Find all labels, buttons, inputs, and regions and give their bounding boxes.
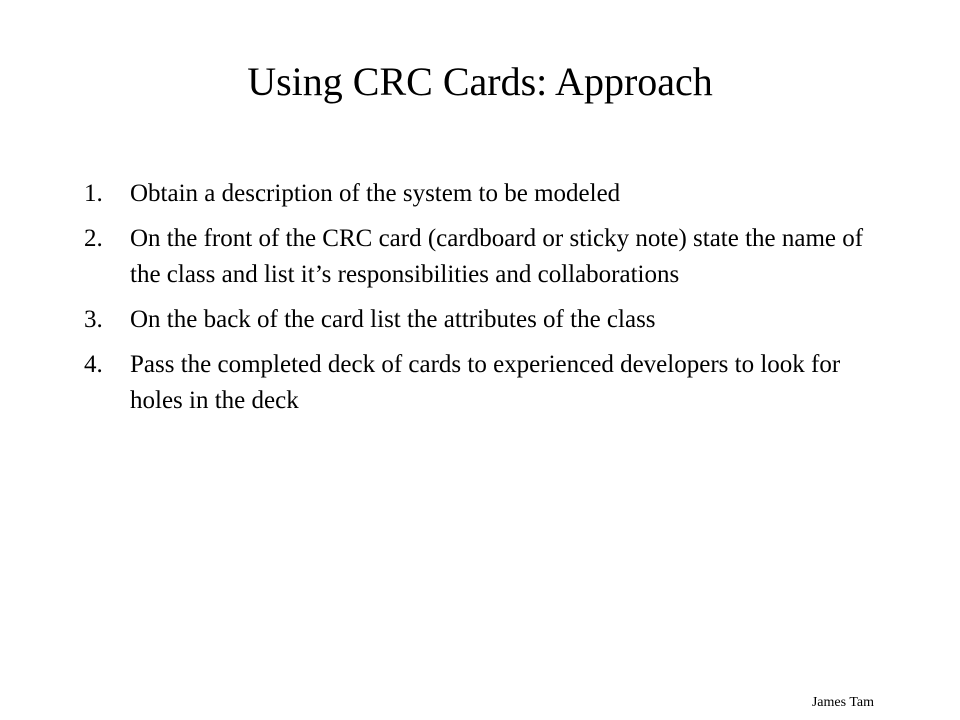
list-item — [84, 347, 884, 419]
list-item-number: 3. — [84, 306, 103, 333]
list-item — [84, 302, 884, 338]
list-item-number: 2. — [84, 225, 103, 252]
list-item-text: On the back of the card list the attributes of the class — [130, 306, 656, 333]
list-item — [84, 176, 884, 212]
author-footer: James Tam — [811, 695, 874, 710]
list-item — [84, 221, 884, 293]
slide-title: Using CRC Cards: Approach — [247, 59, 713, 104]
list-item-text: On the front of the CRC card (cardboard or sticky note) state the name of the class and list it’s responsibilities and collaborations — [130, 225, 864, 288]
list-item-text: Obtain a description of the system to be modeled — [130, 180, 621, 207]
approach-list — [84, 176, 884, 419]
list-item-number: 1. — [84, 180, 103, 207]
list-item-number: 4. — [84, 351, 103, 378]
list-item-text: Pass the completed deck of cards to experienced developers to look for holes in the deck — [130, 351, 841, 414]
